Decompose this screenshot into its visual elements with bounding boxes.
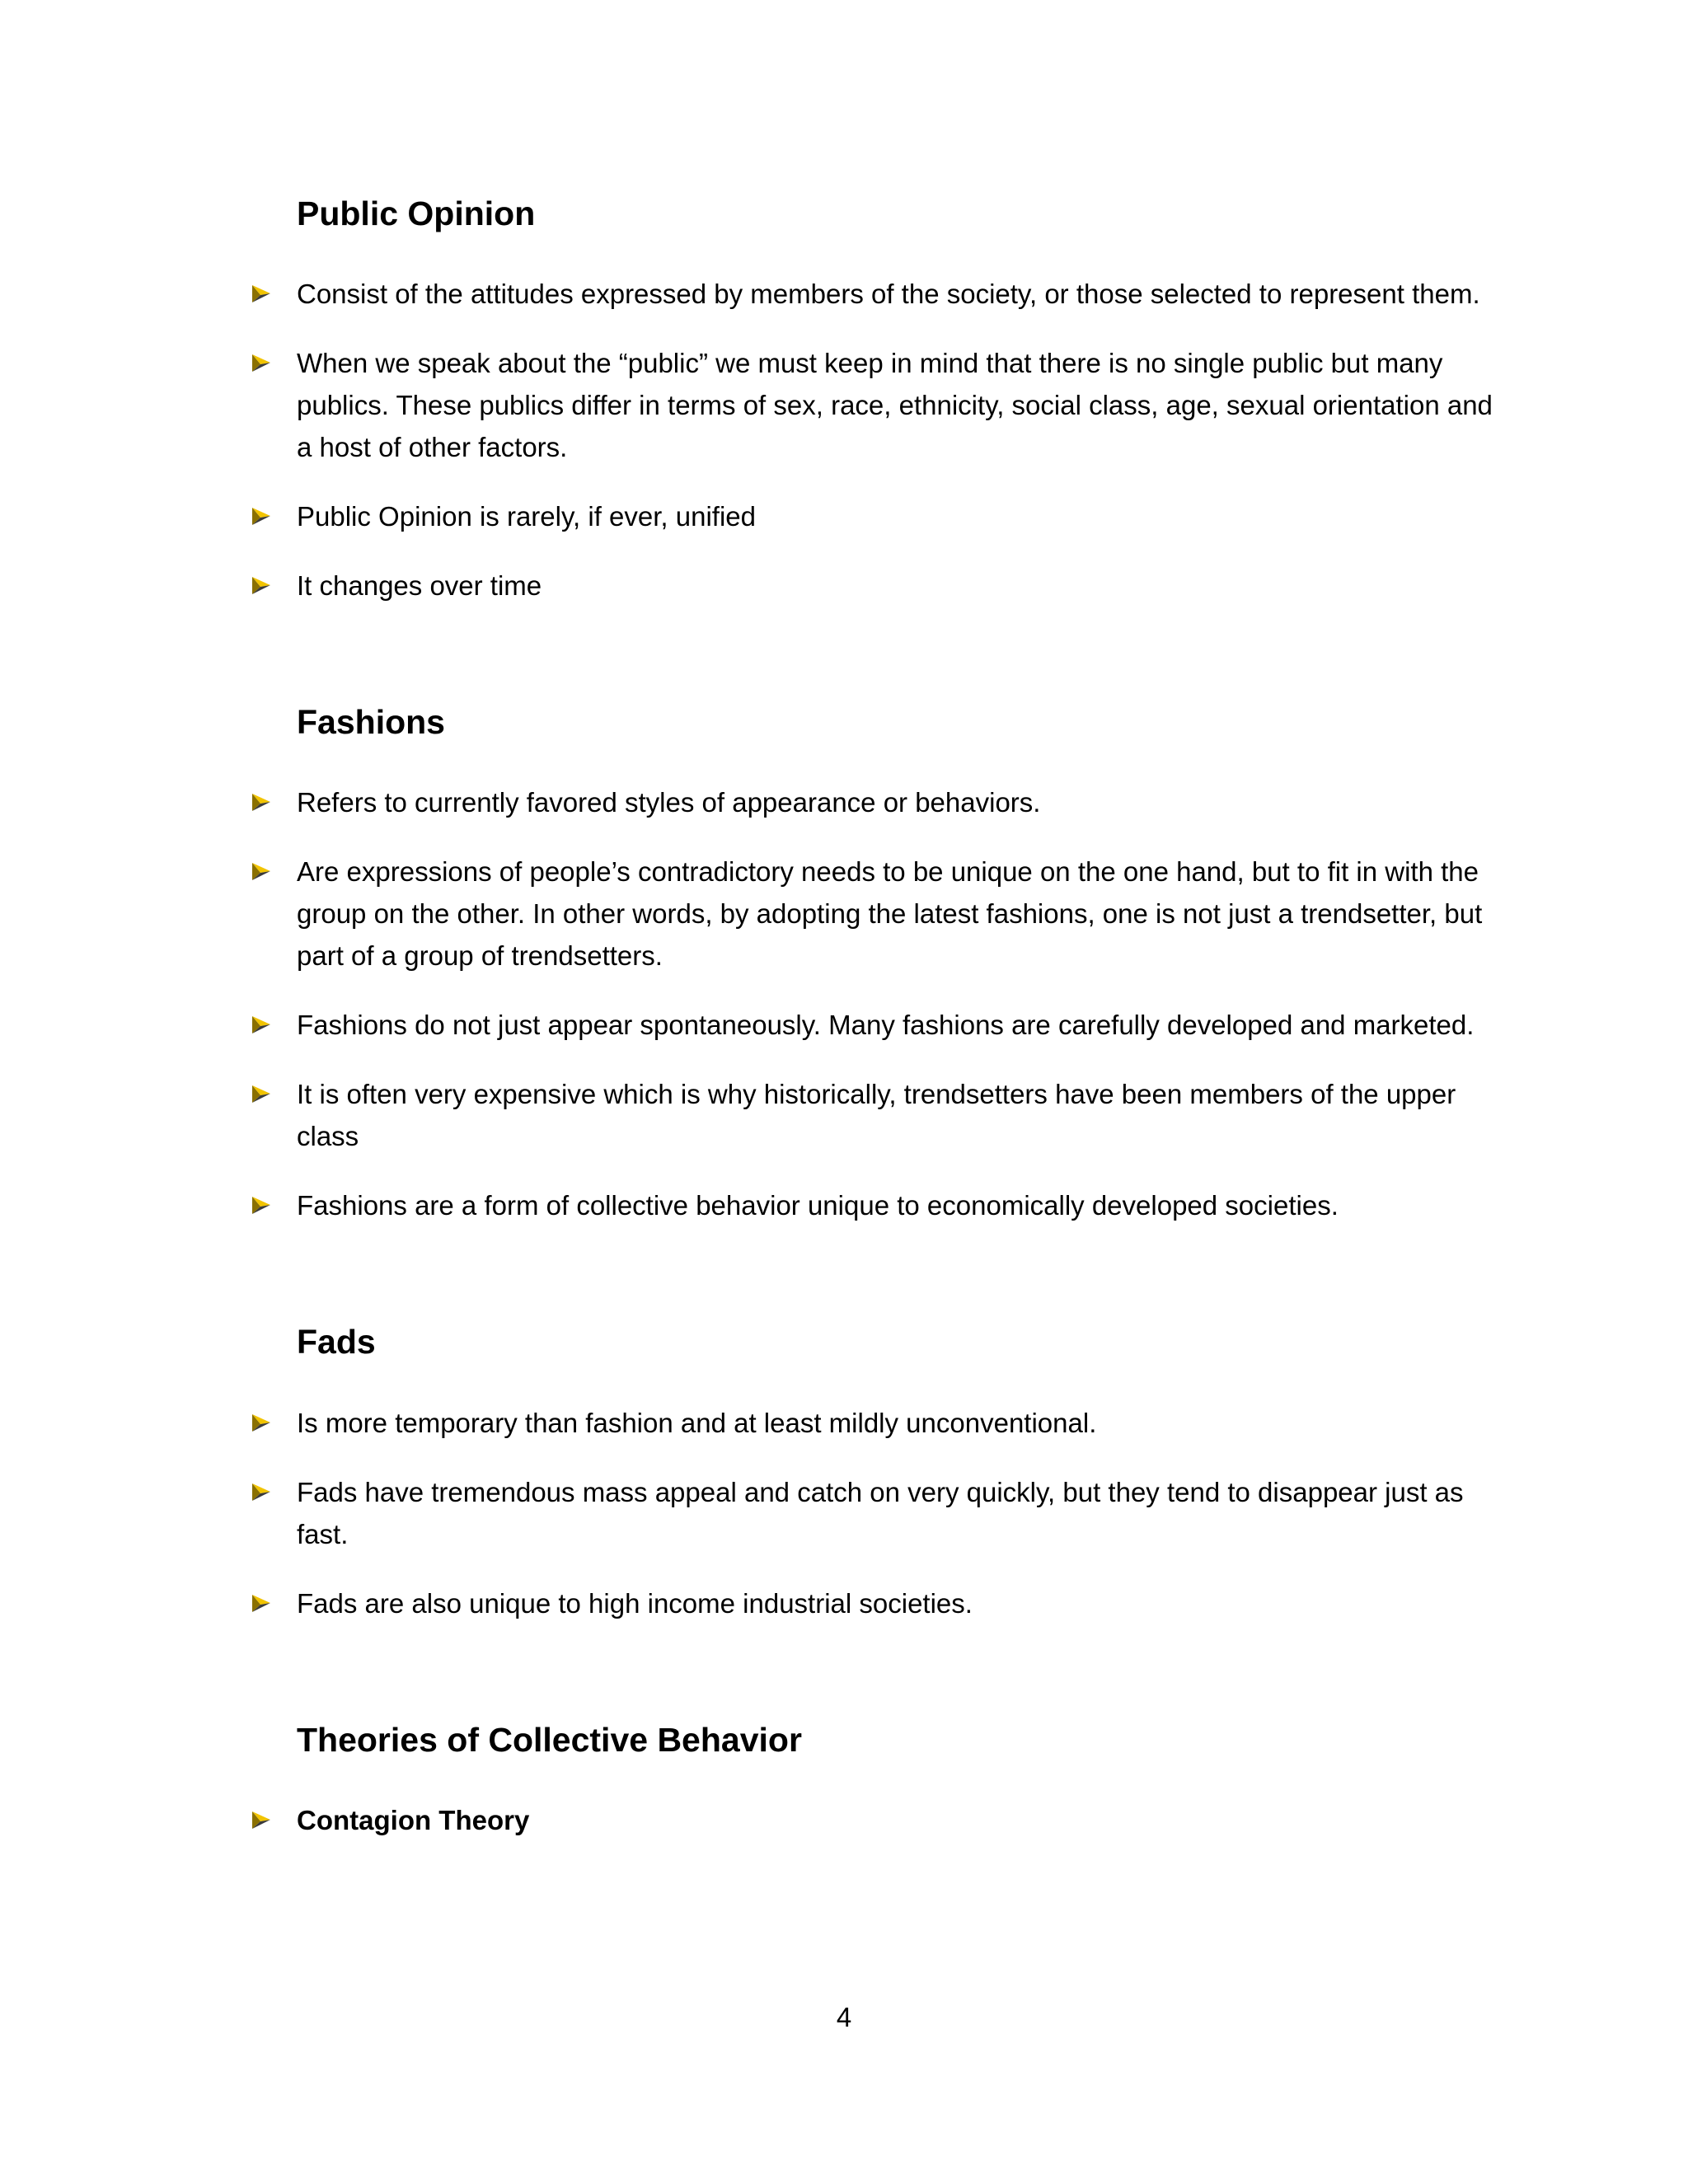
arrow-bullet-icon: [251, 1194, 272, 1216]
arrow-bullet-icon: [251, 1481, 272, 1502]
list-item: [297, 1402, 1500, 1444]
list-item-text: Consist of the attitudes expressed by members of the society, or those selected to represent them.: [297, 279, 1480, 310]
list-item-text: Public Opinion is rarely, if ever, unified: [297, 501, 756, 532]
list-item-text: Is more temporary than fashion and at least mildly unconventional.: [297, 1407, 1097, 1438]
arrow-bullet-icon: [251, 505, 272, 527]
list-item: [297, 342, 1500, 468]
section-heading: Public Opinion: [297, 194, 536, 232]
bullet-list: [297, 273, 1500, 607]
list-item: [297, 1582, 1500, 1624]
list-item-text: Contagion Theory: [297, 1804, 530, 1835]
list-item-text: Refers to currently favored styles of appearance or behaviors.: [297, 787, 1041, 818]
arrow-bullet-icon: [251, 1412, 272, 1433]
list-item: [297, 1184, 1500, 1226]
section-public-opinion: [297, 194, 1500, 607]
section-heading: Fashions: [297, 703, 445, 742]
bullet-list: [297, 1402, 1500, 1624]
arrow-bullet-icon: [251, 1592, 272, 1614]
arrow-bullet-icon: [251, 1809, 272, 1830]
page-content: [297, 194, 1500, 1841]
bullet-list: [297, 781, 1500, 1226]
list-item-text: It changes over time: [297, 570, 542, 602]
list-item-text: It is often very expensive which is why historically, trendsetters have been members of the upper class: [297, 1079, 1456, 1152]
list-item-text: Fashions do not just appear spontaneously. Many fashions are carefully developed and marketed.: [297, 1010, 1475, 1041]
list-item: [297, 565, 1500, 607]
arrow-bullet-icon: [251, 791, 272, 813]
arrow-bullet-icon: [251, 574, 272, 596]
bullet-list: [297, 1799, 1500, 1841]
section-fashions: [297, 702, 1500, 1226]
list-item: [297, 851, 1500, 977]
list-item: [297, 495, 1500, 537]
arrow-bullet-icon: [251, 1083, 272, 1104]
list-item-text: Fashions are a form of collective behavior unique to economically developed societies.: [297, 1190, 1339, 1221]
arrow-bullet-icon: [251, 283, 272, 304]
arrow-bullet-icon: [251, 352, 272, 373]
section-heading: Fads: [297, 1323, 376, 1361]
list-item: [297, 1004, 1500, 1046]
list-item: [297, 1073, 1500, 1157]
list-item: [297, 1471, 1500, 1555]
list-item: [297, 781, 1500, 823]
list-item: [297, 1799, 1500, 1841]
section-theories-of-collective-behavior: [297, 1720, 1500, 1841]
section-heading: Theories of Collective Behavior: [297, 1720, 802, 1759]
list-item-text: Fads are also unique to high income industrial societies.: [297, 1587, 973, 1619]
list-item: [297, 273, 1500, 315]
list-item-text: Are expressions of people’s contradictory needs to be unique on the one hand, but to fit in with the group on the other. In other words, by adopting the latest fashions, one is not just a trendsetter, but part of a group of trendsetters.: [297, 856, 1483, 972]
list-item-text: When we speak about the “public” we must keep in mind that there is no single public but many publics. These publics differ in terms of sex, race, ethnicity, social class, age, sexual orientation and a host of other factors.: [297, 348, 1493, 463]
section-fads: [297, 1322, 1500, 1624]
list-item-text: Fads have tremendous mass appeal and catch on very quickly, but they tend to disappear just as fast.: [297, 1476, 1464, 1549]
arrow-bullet-icon: [251, 860, 272, 882]
page-number: 4: [836, 2002, 852, 2032]
arrow-bullet-icon: [251, 1014, 272, 1035]
